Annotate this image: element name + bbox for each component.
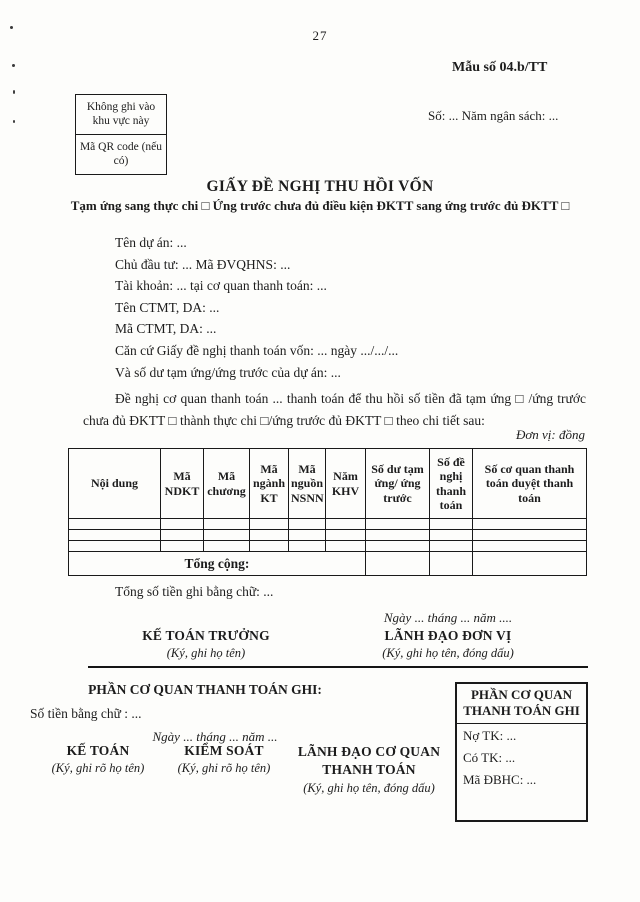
payment-agency-leader-note: (Ký, ghi họ tên, đóng dấu) — [303, 781, 435, 795]
section-divider-line — [88, 666, 588, 668]
col-header-so-duyet: Số cơ quan thanh toán duyệt thanh toán — [473, 449, 587, 519]
field-advance-balance: Và số dư tạm ứng/ứng trước của dự án: ... — [115, 364, 341, 380]
detail-table — [68, 448, 587, 576]
payment-agency-leader-title: LÃNH ĐẠO CƠ QUAN THANH TOÁN — [297, 744, 441, 777]
date-line-top: Ngày ... tháng ... năm .... — [383, 610, 513, 625]
table-empty-row — [69, 530, 587, 541]
field-ctmt-code: Mã CTMT, DA: ... — [115, 321, 217, 337]
form-subtitle-checkboxes: Tạm ứng sang thực chi □ Ứng trước chưa đủ điều kiện ĐKTT sang ứng trước đủ ĐKTT □ — [70, 198, 570, 213]
payment-agency-record-box — [455, 682, 588, 822]
controller-title: KIỂM SOÁT — [184, 743, 264, 758]
scan-artifact — [12, 64, 15, 67]
dbhc-code-row: Mã ĐBHC: ... — [463, 772, 537, 787]
field-payment-request-ref: Căn cứ Giấy đề nghị thanh toán vốn: ... ngày .../.../... — [115, 342, 399, 358]
page-number: 27 — [312, 28, 328, 43]
no-write-label: Không ghi vào khu vực này — [86, 101, 156, 128]
record-box-title: PHẦN CƠ QUAN THANH TOÁN GHI — [457, 684, 586, 724]
no-write-area-box — [75, 94, 167, 175]
col-header-ma-ndkt: Mã NDKT — [161, 449, 204, 519]
total-amount-in-words: Tổng số tiền ghi bằng chữ: ... — [115, 584, 274, 599]
col-header-so-du: Số dư tạm ứng/ ứng trước — [366, 449, 430, 519]
payment-amount-in-words: Số tiền bằng chữ : ... — [30, 706, 142, 721]
accountant-signature-block — [32, 743, 164, 776]
unit-leader-title: LÃNH ĐẠO ĐƠN VỊ — [384, 628, 512, 643]
payment-agency-section-title: PHẦN CƠ QUAN THANH TOÁN GHI: — [88, 682, 322, 697]
table-header-row — [69, 449, 587, 519]
scan-artifact — [13, 90, 15, 94]
currency-unit-label: Đơn vị: đồng — [515, 427, 585, 442]
scan-artifact — [13, 120, 15, 123]
accountant-title: KẾ TOÁN — [66, 743, 130, 758]
field-project-name: Tên dự án: ... — [115, 235, 187, 250]
controller-note: (Ký, ghi rõ họ tên) — [177, 761, 271, 775]
chief-accountant-signature-block — [106, 628, 306, 661]
col-header-noi-dung: Nội dung — [69, 449, 161, 519]
credit-account-row: Có TK: ... — [463, 750, 516, 765]
request-paragraph: Đề nghị cơ quan thanh toán ... thanh toán để thu hồi số tiền đã tạm ứng □ /ứng trước chưa đủ ĐKTT □ thành thực chi □/ứng trước đủ ĐKTT □ theo chi tiết sau: — [83, 391, 586, 428]
table-total-row — [69, 552, 587, 576]
total-label: Tổng cộng: — [69, 552, 366, 576]
form-fields — [115, 232, 555, 383]
field-account: Tài khoản: ... tại cơ quan thanh toán: ... — [115, 278, 327, 294]
form-title: GIẤY ĐỀ NGHỊ THU HỒI VỐN — [206, 178, 434, 195]
col-header-ma-nganh-kt: Mã ngành KT — [250, 449, 289, 519]
col-header-ma-nguon-nsnn: Mã nguồn NSNN — [289, 449, 326, 519]
col-header-so-de-nghi: Số đề nghị thanh toán — [430, 449, 473, 519]
qr-code-label: Mã QR code (nếu có) — [76, 134, 166, 174]
controller-signature-block — [158, 743, 290, 776]
form-code-label: Mẫu số 04.b/TT — [452, 60, 548, 75]
chief-accountant-note: (Ký, ghi họ tên) — [166, 646, 246, 660]
chief-accountant-title: KẾ TOÁN TRƯỞNG — [142, 628, 270, 643]
table-empty-row — [69, 519, 587, 530]
debit-account-row: Nợ TK: ... — [463, 728, 517, 743]
unit-leader-signature-block — [348, 628, 548, 661]
table-empty-row — [69, 541, 587, 552]
field-ctmt-name: Tên CTMT, DA: ... — [115, 299, 220, 315]
col-header-nam-khv: Năm KHV — [326, 449, 366, 519]
payment-agency-leader-signature-block — [294, 743, 444, 796]
field-investor: Chủ đầu tư: ... Mã ĐVQHNS: ... — [115, 256, 291, 272]
payment-date-line: Ngày ... tháng ... năm ... — [152, 729, 278, 744]
col-header-ma-chuong: Mã chương — [204, 449, 250, 519]
unit-leader-note: (Ký, ghi họ tên, đóng dấu) — [382, 646, 514, 660]
number-budget-year-line: Số: ... Năm ngân sách: ... — [428, 108, 559, 123]
accountant-note: (Ký, ghi rõ họ tên) — [51, 761, 145, 775]
